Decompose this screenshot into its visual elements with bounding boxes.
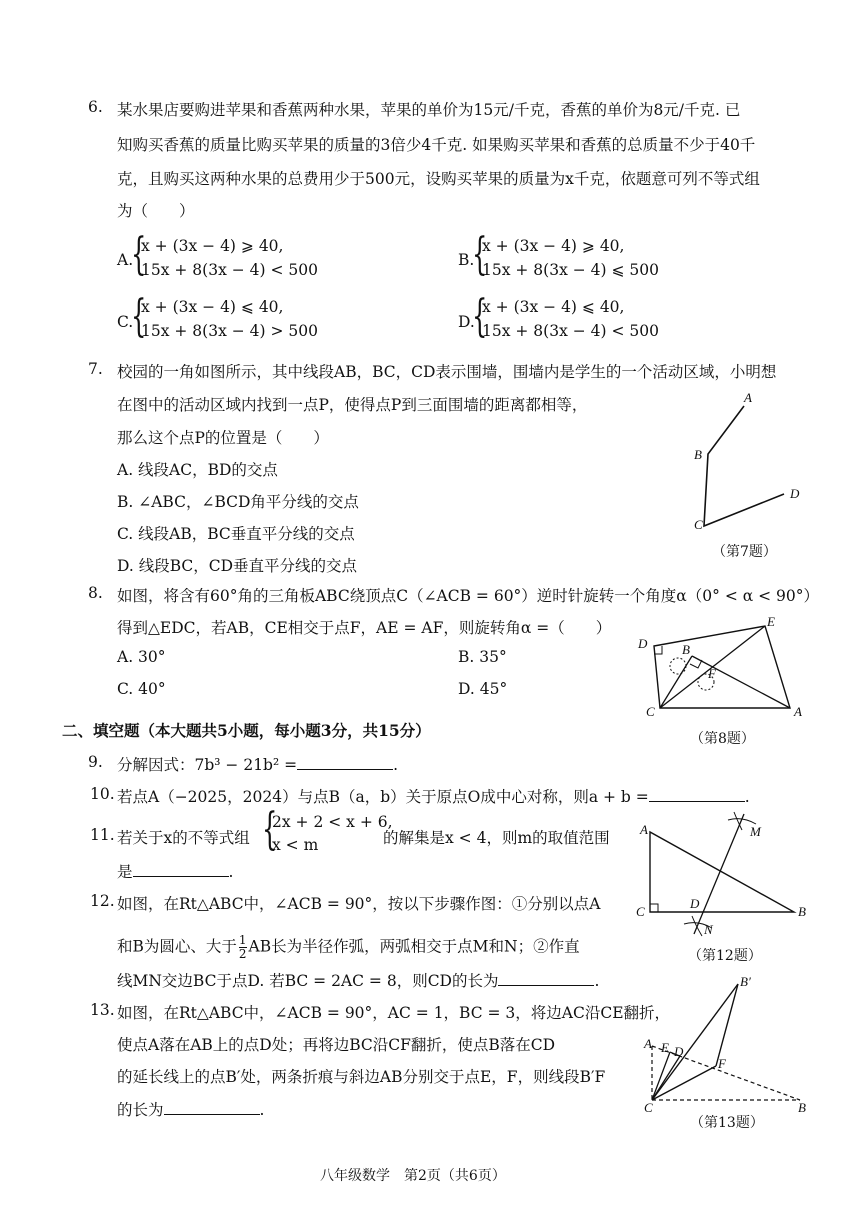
section-2-title: 二、填空题（本大题共5小题，每小题3分，共15分）: [62, 721, 431, 740]
q12-number: 12.: [90, 892, 115, 910]
period: .: [744, 788, 750, 806]
q12-text-b: AB长为半径作弧，两弧相交于点M和N；②作直: [248, 937, 580, 956]
q9-number: 9.: [88, 753, 103, 771]
q12-answer-blank[interactable]: [498, 971, 594, 986]
label-c: C: [644, 1100, 653, 1114]
brace: {: [472, 229, 488, 280]
option-row-1: x + (3x − 4) ⩾ 40,: [482, 237, 625, 255]
label-a: A: [644, 1036, 652, 1051]
label-e: E: [661, 1040, 669, 1055]
fraction-numerator: 1: [238, 933, 247, 947]
period: .: [228, 863, 234, 881]
period: .: [393, 756, 399, 774]
triangle: [650, 832, 794, 912]
q6-line-4: 为（ ）: [117, 202, 195, 220]
q13-number: 13.: [90, 1001, 115, 1019]
q13-line-4: [117, 1098, 264, 1120]
label-d: D: [674, 1044, 684, 1059]
q7-number: 7.: [88, 360, 103, 378]
q12-text-a: 和B为圆心、大于: [117, 937, 237, 956]
option-row-2: 15x + 8(3x − 4) < 500: [482, 322, 659, 340]
label-e: E: [767, 614, 775, 629]
option-row-2: 15x + 8(3x − 4) ⩽ 500: [482, 261, 659, 279]
q8-line-2: 得到△EDC，若AB，CE相交于点F，AE = AF，则旋转角α =（ ）: [117, 619, 612, 637]
option-row-2: 15x + 8(3x − 4) > 500: [141, 322, 318, 340]
q9-text: [117, 753, 398, 775]
label-b: B: [798, 904, 806, 919]
fraction-denominator: 2: [238, 947, 247, 961]
q13-line-2: 使点A落在AB上的点D处；再将边BC沿CF翻折，使点B落在CD: [117, 1036, 556, 1054]
brace: {: [472, 291, 488, 342]
q10-stem: 若点A（−2025，2024）与点B（a，b）关于原点O成中心对称，则a + b =: [117, 788, 649, 806]
q7-figure: [680, 388, 810, 563]
q7-option-d[interactable]: D. 线段BC，CD垂直平分线的交点: [117, 557, 358, 575]
q8-option-c[interactable]: C. 40°: [117, 680, 166, 698]
option-label: C.: [117, 313, 134, 331]
q7-line-3: 那么这个点P的位置是（ ）: [117, 429, 329, 447]
q8-line-1: 如图，将含有60°角的三角板ABC绕顶点C（∠ACB = 60°）逆时针旋转一个角度α（0° < α < 90°）: [117, 587, 820, 605]
q11-row-2: x < m: [272, 836, 319, 854]
q7-option-b[interactable]: B. ∠ABC，∠BCD角平分线的交点: [117, 493, 359, 511]
option-row-2: 15x + 8(3x − 4) < 500: [141, 261, 318, 279]
q7-option-a[interactable]: A. 线段AC，BD的交点: [117, 461, 278, 479]
q13-answer-blank[interactable]: [164, 1100, 260, 1115]
q8-option-d[interactable]: D. 45°: [458, 680, 508, 698]
q12-line-3: [117, 969, 599, 991]
q8-number: 8.: [88, 584, 103, 602]
q7-option-c[interactable]: C. 线段AB，BC垂直平分线的交点: [117, 525, 355, 543]
q11-line-2: [117, 860, 233, 882]
label-a: A: [744, 390, 752, 405]
q6-line-1: 某水果店要购进苹果和香蕉两种水果，苹果的单价为15元/千克，香蕉的单价为8元/千克. 已: [117, 101, 741, 119]
q10-text: [117, 785, 750, 807]
label-b: B: [694, 447, 702, 462]
q12-line-2: [117, 934, 580, 961]
label-d: D: [638, 636, 648, 651]
q8-caption: （第8题）: [690, 731, 755, 747]
option-row-1: x + (3x − 4) ⩾ 40,: [141, 237, 284, 255]
q7-line-1: 校园的一角如图所示，其中线段AB，BC，CD表示围墙，围墙内是学生的一个活动区域，小明想: [117, 363, 777, 381]
q6-line-3: 克，且购买这两种水果的总费用少于500元，设购买苹果的质量为x千克，依题意可列不等式组: [117, 170, 760, 188]
option-label: A.: [117, 251, 134, 269]
q12-stem: 线MN交边BC于点D. 若BC = 2AC = 8，则CD的长为: [117, 972, 499, 990]
label-n: N: [704, 922, 713, 937]
q11-answer-blank[interactable]: [133, 862, 229, 877]
fence-lines: [704, 406, 784, 526]
brace: {: [131, 229, 147, 280]
q13-line-1: 如图，在Rt△ABC中，∠ACB = 90°，AC = 1，BC = 3，将边AC沿CE翻折，: [117, 1004, 671, 1022]
q11-pre: 若关于x的不等式组: [117, 829, 250, 847]
label-a: A: [794, 704, 802, 719]
label-c: C: [636, 904, 645, 919]
q9-stem: 分解因式：7b³ − 21b² =: [117, 756, 298, 774]
label-b: B: [682, 642, 690, 657]
brace: {: [131, 291, 147, 342]
q8-option-a[interactable]: A. 30°: [117, 648, 166, 666]
q12-figure: [632, 808, 812, 942]
q7-caption: （第7题）: [712, 544, 777, 560]
quadrilateral: [654, 626, 790, 708]
period: .: [594, 972, 600, 990]
q13-caption: （第13题）: [690, 1115, 764, 1131]
q9-answer-blank[interactable]: [297, 755, 393, 770]
label-d: D: [690, 896, 700, 911]
period: .: [259, 1101, 265, 1119]
label-c: C: [694, 517, 703, 532]
page-footer: 八年级数学 第2页（共6页）: [320, 1168, 506, 1184]
q8-option-b[interactable]: B. 35°: [458, 648, 507, 666]
option-row-1: x + (3x − 4) ⩽ 40,: [141, 298, 284, 316]
label-c: C: [646, 704, 655, 719]
fraction: [239, 934, 247, 961]
q12-caption: （第12题）: [688, 948, 762, 964]
label-a: A: [640, 822, 648, 837]
q10-answer-blank[interactable]: [649, 787, 745, 802]
q13-figure: [636, 972, 816, 1114]
label-m: M: [750, 824, 761, 839]
q8-figure: [630, 612, 810, 722]
q11-stem: 是: [117, 863, 133, 881]
label-f: F: [718, 1056, 726, 1071]
q12-line-1: 如图，在Rt△ABC中，∠ACB = 90°，按以下步骤作图：①分别以点A: [117, 895, 601, 913]
q13-line-3: 的延长线上的点B′处，两条折痕与斜边AB分别交于点E，F，则线段B′F: [117, 1068, 606, 1086]
q13-stem: 的长为: [117, 1101, 164, 1119]
label-b-prime: B′: [740, 974, 751, 989]
brace: {: [262, 804, 278, 855]
q11-row-1: 2x + 2 < x + 6,: [272, 813, 393, 831]
q7-line-2: 在图中的活动区域内找到一点P，使得点P到三面围墙的距离都相等，: [117, 396, 588, 414]
line-mn: [694, 814, 744, 934]
option-label: D.: [458, 313, 475, 331]
label-b: B: [798, 1100, 806, 1114]
q6-number: 6.: [88, 98, 103, 116]
q11-number: 11.: [90, 826, 115, 844]
option-row-1: x + (3x − 4) ⩽ 40,: [482, 298, 625, 316]
label-f: F: [708, 666, 716, 681]
q6-line-2: 知购买香蕉的质量比购买苹果的质量的3倍少4千克. 如果购买苹果和香蕉的总质量不少于40千: [117, 136, 756, 154]
option-label: B.: [458, 251, 475, 269]
q11-post: 的解集是x < 4，则m的取值范围: [383, 829, 610, 847]
q10-number: 10.: [90, 785, 115, 803]
label-d: D: [790, 486, 800, 501]
